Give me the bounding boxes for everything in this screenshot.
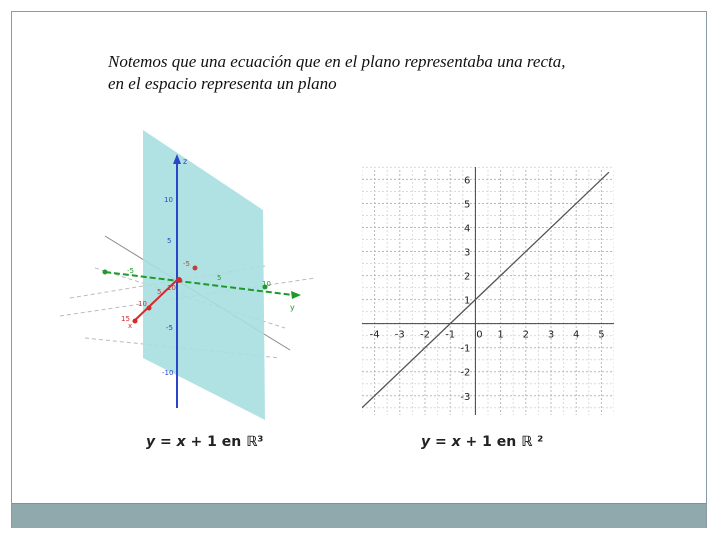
x-tick-label: 1 [497, 329, 504, 341]
grid [362, 167, 614, 415]
y-axis-label: y [290, 303, 295, 312]
x-tick-label: 5 [598, 329, 605, 341]
heading-line-2: en el espacio representa un plano [108, 74, 337, 93]
x-tick-label: 15 [121, 315, 130, 323]
caption-eq: = [430, 434, 452, 450]
caption-lhs: y [146, 434, 156, 450]
caption-eq: = [155, 434, 177, 450]
z-tick-label: -10 [162, 369, 174, 377]
y-tick-label: 5 [464, 199, 471, 211]
x-tick-label: 3 [547, 329, 555, 341]
caption-space: ℝ³ [246, 434, 264, 450]
caption-rhs: x [451, 434, 461, 450]
x-tick-label: 2 [522, 329, 529, 341]
series-line [362, 172, 609, 408]
footer-bar [12, 503, 706, 528]
y-tick-label: 3 [464, 247, 471, 259]
x-tick-label: -1 [445, 329, 456, 341]
x-tick-label: -2 [420, 329, 430, 341]
y-tick-label: -2 [460, 367, 471, 379]
tick-label: -5 [183, 260, 190, 268]
z-tick-label: 5 [167, 237, 172, 245]
x-tick-label: 10 [138, 300, 147, 308]
y-tick-label: 1 [464, 295, 471, 307]
x-tick-label: 4 [573, 329, 580, 341]
y-tick-label: 10 [262, 280, 271, 288]
caption-rhs: x [176, 434, 186, 450]
x-tick-label: -4 [369, 329, 380, 341]
x-axis-point [133, 319, 138, 324]
caption-space: ℝ ² [521, 434, 544, 450]
caption-lhs: y [421, 434, 431, 450]
z-tick-label: 10 [164, 196, 173, 204]
x-tick-label: 5 [157, 288, 162, 296]
y-axis-point [103, 270, 108, 275]
series [362, 172, 609, 408]
line-2d-chart [362, 165, 614, 415]
y-tick-label: -5 [127, 267, 134, 275]
caption-rest: + 1 en [185, 434, 247, 450]
caption-r3 [146, 434, 263, 450]
origin-point [176, 277, 182, 283]
plane-3d-figure [55, 128, 325, 428]
axis-point [193, 266, 198, 271]
y-tick-label: -3 [460, 391, 471, 403]
caption-rest: + 1 en [460, 434, 522, 450]
y-tick-label: 2 [464, 271, 471, 283]
x-axis-point [147, 306, 152, 311]
z-axis-label: z [183, 157, 188, 166]
y-axis-arrow [291, 291, 301, 299]
y-tick-label: 4 [464, 223, 471, 235]
y-tick-label: -1 [460, 343, 471, 355]
y-tick-label: 6 [464, 175, 471, 187]
x-tick-label: -3 [394, 329, 405, 341]
caption-r2 [421, 434, 543, 450]
x-axis-label: x [128, 322, 133, 330]
z-tick-label: -5 [166, 324, 173, 332]
x-tick-label: 10 [167, 284, 176, 292]
heading-line-1: Notemos que una ecuación que en el plano representaba una recta, [108, 52, 566, 71]
slide-heading [108, 51, 688, 95]
x-tick-label: 0 [476, 329, 483, 341]
y-tick-label: 5 [217, 274, 222, 282]
